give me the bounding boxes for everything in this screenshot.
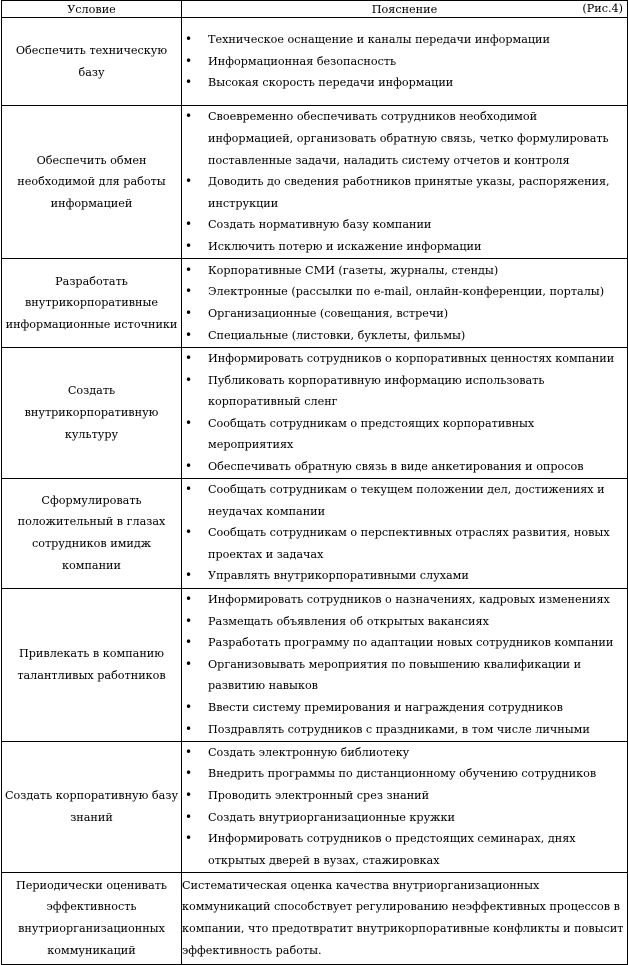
list-item: • Создать нормативную базу компании xyxy=(182,214,627,236)
list-item: • Доводить до сведения работников принятые указы, распоряжения, инструкции xyxy=(182,171,627,214)
list-item: • Публиковать корпоративную информацию использовать корпоративный сленг xyxy=(182,370,627,413)
condition-cell: Обеспечить техническую базу xyxy=(2,18,182,106)
conditions-table xyxy=(1,0,628,965)
header-condition: Условие xyxy=(2,1,182,18)
table-row xyxy=(2,18,628,106)
table-row xyxy=(2,741,628,872)
table-row xyxy=(2,478,628,588)
list-item: • Высокая скорость передачи информации xyxy=(182,72,627,94)
list-item: • Поздравлять сотрудников с праздниками, в том числе личными xyxy=(182,719,627,741)
explanation-cell xyxy=(182,259,628,348)
explanation-list xyxy=(182,479,627,587)
list-item: • Техническое оснащение и каналы передачи информации xyxy=(182,29,627,51)
explanation-list xyxy=(182,589,627,740)
table-row xyxy=(2,588,628,741)
explanation-list xyxy=(182,29,627,94)
list-item: • Сообщать сотрудникам о текущем положении дел, достижениях и неудачах компании xyxy=(182,479,627,522)
list-item: • Своевременно обеспечивать сотрудников необходимой информацией, организовать обратную связь, четко формулировать поставленные задачи, наладить систему отчетов и контроля xyxy=(182,106,627,171)
explanation-cell xyxy=(182,18,628,106)
header-row xyxy=(2,1,628,18)
list-item: • Разработать программу по адаптации новых сотрудников компании xyxy=(182,632,627,654)
list-item: • Электронные (рассылки по e-mail, онлайн-конференции, порталы) xyxy=(182,281,627,303)
explanation-text: Систематическая оценка качества внутриорганизационных коммуникаций способствует регулированию неэффективных процессов в компании, что предотвратит внутрикорпоративные конфликты и повысит эффективность работы. xyxy=(182,872,628,964)
explanation-list xyxy=(182,348,627,478)
list-item: • Исключить потерю и искажение информации xyxy=(182,236,627,258)
condition-cell: Разработать внутрикорпоративные информационные источники xyxy=(2,259,182,348)
condition-cell: Создать корпоративную базу знаний xyxy=(2,741,182,872)
header-explanation-label: Пояснение xyxy=(371,2,438,16)
list-item: • Информировать сотрудников о назначениях, кадровых изменениях xyxy=(182,589,627,611)
list-item: • Организовывать мероприятия по повышению квалификации и развитию навыков xyxy=(182,654,627,697)
list-item: • Обеспечивать обратную связь в виде анкетирования и опросов xyxy=(182,456,627,478)
list-item: • Информировать сотрудников о предстоящих семинарах, днях открытых дверей в вузах, стажировках xyxy=(182,828,627,871)
list-item: • Ввести систему премирования и награждения сотрудников xyxy=(182,697,627,719)
explanation-list xyxy=(182,260,627,346)
list-item: • Проводить электронный срез знаний xyxy=(182,785,627,807)
list-item: • Информационная безопасность xyxy=(182,51,627,73)
list-item: • Специальные (листовки, буклеты, фильмы) xyxy=(182,325,627,347)
list-item: • Корпоративные СМИ (газеты, журналы, стенды) xyxy=(182,260,627,282)
table-row xyxy=(2,106,628,259)
explanation-cell xyxy=(182,741,628,872)
condition-cell: Привлекать в компанию талантливых работников xyxy=(2,588,182,741)
explanation-cell xyxy=(182,588,628,741)
explanation-cell xyxy=(182,106,628,259)
list-item: • Создать электронную библиотеку xyxy=(182,742,627,764)
explanation-cell xyxy=(182,348,628,479)
list-item: • Размещать объявления об открытых вакансиях xyxy=(182,611,627,633)
explanation-cell xyxy=(182,478,628,588)
list-item: • Информировать сотрудников о корпоративных ценностях компании xyxy=(182,348,627,370)
list-item: • Организационные (совещания, встречи) xyxy=(182,303,627,325)
list-item: • Сообщать сотрудникам о перспективных отраслях развития, новых проектах и задачах xyxy=(182,522,627,565)
condition-cell: Сформулировать положительный в глазах сотрудников имидж компании xyxy=(2,478,182,588)
explanation-list xyxy=(182,742,627,872)
list-item: • Создать внутриорганизационные кружки xyxy=(182,807,627,829)
condition-cell: Обеспечить обмен необходимой для работы информацией xyxy=(2,106,182,259)
table-row xyxy=(2,872,628,964)
table-row xyxy=(2,348,628,479)
list-item: • Внедрить программы по дистанционному обучению сотрудников xyxy=(182,763,627,785)
list-item: • Сообщать сотрудникам о предстоящих корпоративных мероприятиях xyxy=(182,413,627,456)
explanation-list xyxy=(182,106,627,257)
header-explanation xyxy=(182,1,628,18)
table-row xyxy=(2,259,628,348)
figure-label: (Рис.4) xyxy=(582,2,623,15)
condition-cell: Периодически оценивать эффективность внутриорганизационных коммуникаций xyxy=(2,872,182,964)
list-item: • Управлять внутрикорпоративными слухами xyxy=(182,565,627,587)
condition-cell: Создать внутрикорпоративную культуру xyxy=(2,348,182,479)
